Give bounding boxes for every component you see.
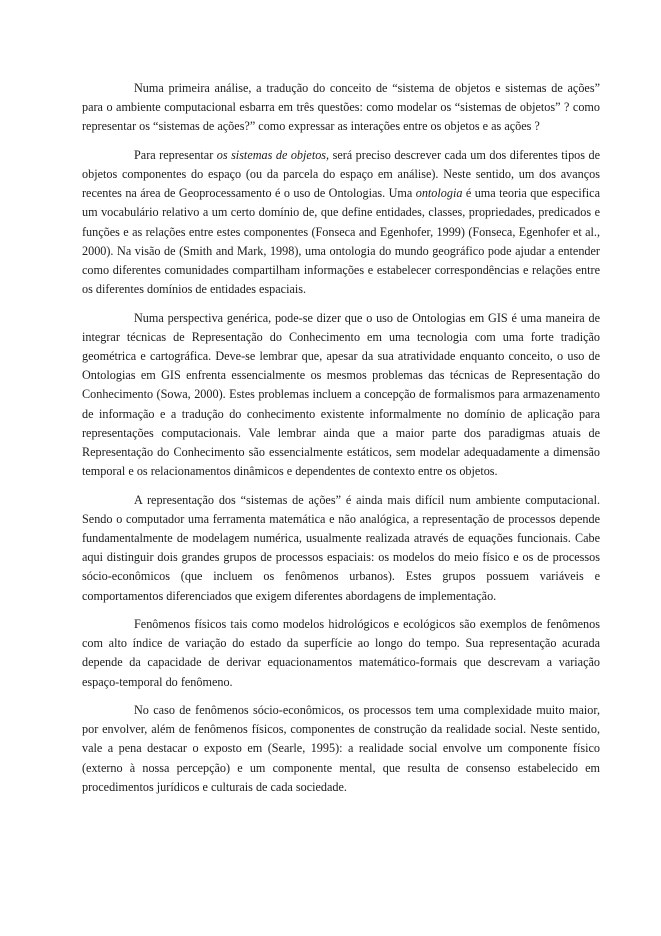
paragraph-3: Numa perspectiva genérica, pode-se dizer que o uso de Ontologias em GIS é uma maneira de integrar técnicas de Representação do Conhecimento em uma tecnologia com uma forte tradição geométrica e cartográfica. Deve-se lembrar que, apesar da sua atratividade enquanto conceito, o uso de Ontologias em GIS enfrenta essencialmente os mesmos problemas das técnicas de Representação do Conhecimento (Sowa, 2000). Estes problemas incluem a concepção de formalismos para armazenamento de informação e a tradução do conhecimento existente informalmente no domínio de aplicação para representações computacionais. Vale lembrar ainda que a maior parte dos paradigmas atuais de Representação do Conhecimento são essencialmente estáticos, sem modelar adequadamente a dimensão temporal e os relacionamentos dinâmicos e dependentes de contexto entre os objetos. [82,310,600,479]
paragraph-2 [82,146,600,300]
paragraph-6: No caso de fenômenos sócio-econômicos, os processos tem uma complexidade muito maior, por envolver, além de fenômenos físicos, componentes de construção da realidade social. Neste sentido, vale a pena destacar o exposto em (Searle, 1995): a realidade social envolve um componente físico (externo à nossa percepção) e um componente mental, que resulta de consenso estabelecido em procedimentos jurídicos e culturais de cada sociedade. [82,703,600,794]
paragraph-2-part-2: será preciso descrever cada um dos diferentes tipos de objetos componentes do espaço (ou da parcela do espaço em análise). Neste sentido, um dos avanços recentes na área de Geoprocessamento é o uso de Ontologias. Uma [82,147,600,201]
paragraph-4: A representação dos “sistemas de ações” é ainda mais difícil num ambiente computacional. Sendo o computador uma ferramenta matemática e não analógica, a representação de processos depende fundamentalmente de modelagem numérica, usualmente realizada através de equações funcionais. Cabe aqui distinguir dois grandes grupos de processos espaciais: os modelos do meio físico e os de processos sócio-econômicos (que incluem os fenômenos urbanos). Estes grupos possuem variáveis e comportamentos diferenciados que exigem diferentes abordagens de implementação. [82,492,600,603]
body-text [82,79,600,806]
paragraph-2-italic-ontologia: ontologia [415,186,463,201]
paragraph-2-italic-term: os sistemas de objetos, [216,147,330,162]
paragraph-2-part-3: é uma teoria que especifica um vocabulário relativo a um certo domínio de, que define entidades, classes, propriedades, predicados e funções e as relações entre estes componentes (Fonseca and Egenhofer, 1999) (Fonseca, Egenhofer et al., 2000). Na visão de (Smith and Mark, 1998), uma ontologia do mundo geográfico pode ajudar a entender como diferentes comunidades compartilham informações e estabelecer correspondências e relações entre os diferentes domínios de entidades espaciais. [82,186,600,297]
paragraph-1: Numa primeira análise, a tradução do conceito de “sistema de objetos e sistemas de ações” para o ambiente computacional esbarra em três questões: como modelar os “sistemas de objetos” ? como representar os “sistemas de ações?” como expressar as interações entre os objetos e as ações ? [82,81,600,134]
paragraph-5: Fenômenos físicos tais como modelos hidrológicos e ecológicos são exemplos de fenômenos com alto índice de variação do estado da superfície ao longo do tempo. Sua representação acurada depende da capacidade de derivar equacionamentos matemático-formais que descrevam a variação espaço-temporal do fenômeno. [82,617,600,689]
paragraph-2-part-1: Para representar [134,147,217,162]
